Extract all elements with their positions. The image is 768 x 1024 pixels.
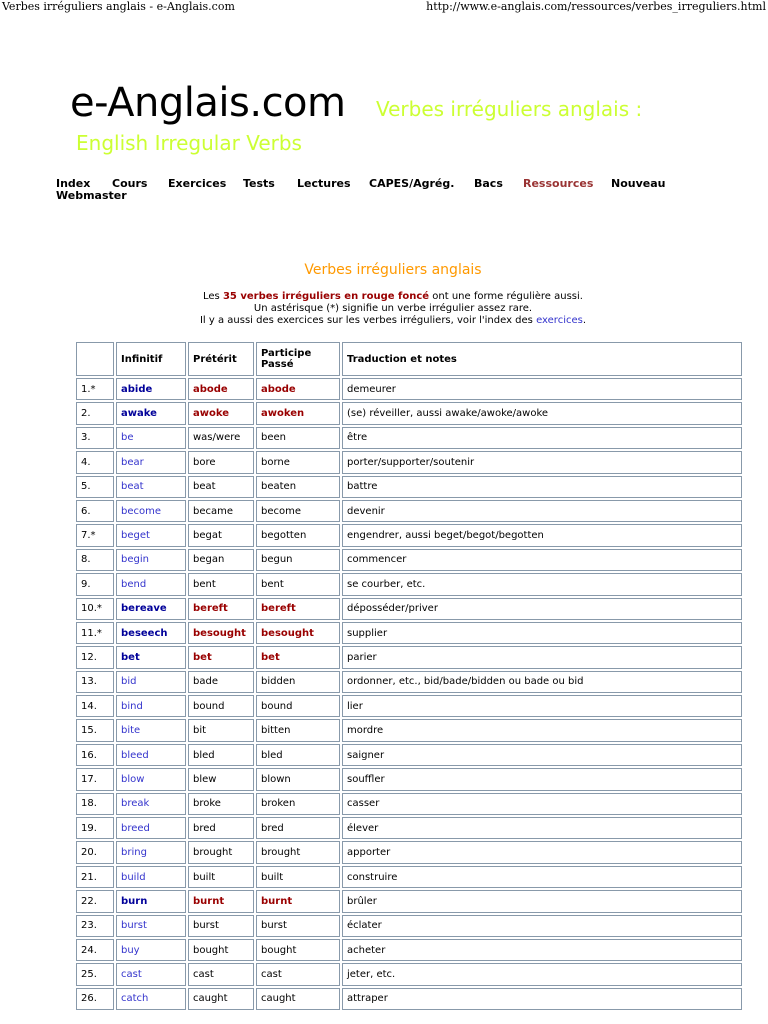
header-infinitif: Infinitif [116, 342, 186, 376]
row-traduction: devenir [342, 500, 742, 522]
row-infinitif[interactable]: beseech [116, 622, 186, 644]
row-infinitif[interactable]: bring [116, 841, 186, 863]
row-num: 25. [76, 963, 114, 985]
row-infinitif[interactable]: abide [116, 378, 186, 400]
table-row [76, 573, 742, 595]
table-row [76, 963, 742, 985]
row-traduction: saigner [342, 744, 742, 766]
row-preterit: bore [188, 451, 254, 473]
row-preterit: bled [188, 744, 254, 766]
row-infinitif[interactable]: break [116, 793, 186, 815]
row-num: 26. [76, 988, 114, 1010]
table-header-row [76, 342, 742, 376]
table-row [76, 671, 742, 693]
row-num: 21. [76, 866, 114, 888]
row-traduction: mordre [342, 719, 742, 741]
row-num: 22. [76, 890, 114, 912]
row-preterit: bound [188, 695, 254, 717]
row-preterit: beat [188, 476, 254, 498]
row-traduction: ordonner, etc., bid/bade/bidden ou bade ou bid [342, 671, 742, 693]
row-traduction: jeter, etc. [342, 963, 742, 985]
table-row [76, 500, 742, 522]
row-infinitif[interactable]: burn [116, 890, 186, 912]
row-preterit: brought [188, 841, 254, 863]
intro-text [0, 291, 768, 327]
row-participe: bled [256, 744, 340, 766]
row-num: 13. [76, 671, 114, 693]
table-row [76, 524, 742, 546]
row-infinitif[interactable]: begin [116, 549, 186, 571]
table-body [76, 378, 742, 1010]
row-num: 23. [76, 915, 114, 937]
row-infinitif[interactable]: beat [116, 476, 186, 498]
row-preterit: bought [188, 939, 254, 961]
nav-item-index[interactable]: Index [56, 177, 91, 190]
table-row [76, 646, 742, 668]
row-participe: brought [256, 841, 340, 863]
row-infinitif[interactable]: catch [116, 988, 186, 1010]
nav-item-webmaster[interactable]: Webmaster [56, 189, 127, 202]
row-infinitif[interactable]: bleed [116, 744, 186, 766]
row-num: 16. [76, 744, 114, 766]
row-participe: been [256, 427, 340, 449]
row-preterit: blew [188, 768, 254, 790]
row-infinitif[interactable]: bend [116, 573, 186, 595]
table-row [76, 427, 742, 449]
row-infinitif[interactable]: bind [116, 695, 186, 717]
row-infinitif[interactable]: buy [116, 939, 186, 961]
table-row [76, 988, 742, 1010]
row-infinitif[interactable]: bet [116, 646, 186, 668]
row-participe: blown [256, 768, 340, 790]
row-traduction: construire [342, 866, 742, 888]
nav-item-tests[interactable]: Tests [243, 177, 275, 190]
row-infinitif[interactable]: breed [116, 817, 186, 839]
row-participe: bent [256, 573, 340, 595]
table-row [76, 939, 742, 961]
row-num: 24. [76, 939, 114, 961]
row-traduction: acheter [342, 939, 742, 961]
row-participe: bidden [256, 671, 340, 693]
header-preterit: Prétérit [188, 342, 254, 376]
row-infinitif[interactable]: become [116, 500, 186, 522]
print-url: http://www.e-anglais.com/ressources/verbes_irreguliers.html [426, 0, 766, 13]
row-participe: burnt [256, 890, 340, 912]
table-row [76, 890, 742, 912]
row-preterit: bet [188, 646, 254, 668]
row-traduction: porter/supporter/soutenir [342, 451, 742, 473]
header-participe: Participe Passé [256, 342, 340, 376]
row-participe: broken [256, 793, 340, 815]
exercices-link[interactable]: exercices [536, 315, 583, 326]
row-preterit: became [188, 500, 254, 522]
table-row [76, 768, 742, 790]
row-infinitif[interactable]: awake [116, 402, 186, 424]
row-traduction: lier [342, 695, 742, 717]
intro-3-post: . [582, 315, 587, 326]
row-preterit: bred [188, 817, 254, 839]
row-participe: cast [256, 963, 340, 985]
intro-1-highlight: 35 verbes irréguliers en rouge foncé [222, 291, 430, 302]
row-participe: borne [256, 451, 340, 473]
row-infinitif[interactable]: bear [116, 451, 186, 473]
row-traduction: engendrer, aussi beget/begot/begotten [342, 524, 742, 546]
nav-item-nouveau[interactable]: Nouveau [611, 177, 666, 190]
row-preterit: bent [188, 573, 254, 595]
row-preterit: began [188, 549, 254, 571]
row-traduction: battre [342, 476, 742, 498]
row-infinitif[interactable]: be [116, 427, 186, 449]
verbs-table [74, 340, 744, 1012]
section-title: Verbes irréguliers anglais [304, 262, 482, 278]
print-page-title: Verbes irréguliers anglais - e-Anglais.com [2, 0, 235, 13]
table-row [76, 378, 742, 400]
row-infinitif[interactable]: burst [116, 915, 186, 937]
nav-item-exercices[interactable]: Exercices [168, 177, 227, 190]
row-traduction: élever [342, 817, 742, 839]
row-participe: bound [256, 695, 340, 717]
row-preterit: bereft [188, 598, 254, 620]
header-num [76, 342, 114, 376]
table-row [76, 719, 742, 741]
row-num: 2. [76, 402, 114, 424]
page-subtitle-fr: Verbes irréguliers anglais : [376, 97, 643, 121]
row-participe: bet [256, 646, 340, 668]
row-traduction: brûler [342, 890, 742, 912]
row-preterit: caught [188, 988, 254, 1010]
row-infinitif[interactable]: blow [116, 768, 186, 790]
row-preterit: burst [188, 915, 254, 937]
table-row [76, 451, 742, 473]
row-participe: besought [256, 622, 340, 644]
intro-line-2: Un astérisque (*) signifie un verbe irrégulier assez rare. [253, 303, 533, 314]
row-preterit: broke [188, 793, 254, 815]
row-num: 15. [76, 719, 114, 741]
row-participe: bought [256, 939, 340, 961]
row-num: 19. [76, 817, 114, 839]
row-participe: begotten [256, 524, 340, 546]
row-traduction: parier [342, 646, 742, 668]
row-preterit: built [188, 866, 254, 888]
row-participe: caught [256, 988, 340, 1010]
print-header [0, 0, 768, 14]
row-preterit: bade [188, 671, 254, 693]
table-row [76, 476, 742, 498]
nav-item-cours[interactable]: Cours [112, 177, 148, 190]
row-num: 4. [76, 451, 114, 473]
row-num: 9. [76, 573, 114, 595]
row-traduction: commencer [342, 549, 742, 571]
row-preterit: burnt [188, 890, 254, 912]
intro-line-1 [0, 291, 768, 303]
row-num: 1.* [76, 378, 114, 400]
intro-1-pre: Les [203, 291, 223, 302]
row-num: 5. [76, 476, 114, 498]
row-traduction: demeurer [342, 378, 742, 400]
intro-3-pre: Il y a aussi des exercices sur les verbes irréguliers, voir l'index des [199, 315, 537, 326]
row-traduction: se courber, etc. [342, 573, 742, 595]
row-participe: built [256, 866, 340, 888]
table-row [76, 841, 742, 863]
row-participe: abode [256, 378, 340, 400]
row-participe: bereft [256, 598, 340, 620]
row-participe: bred [256, 817, 340, 839]
table-row [76, 744, 742, 766]
row-participe: become [256, 500, 340, 522]
row-num: 8. [76, 549, 114, 571]
site-title[interactable]: e-Anglais.com [70, 80, 346, 126]
nav-item-ressources[interactable]: Ressources [523, 177, 594, 190]
row-preterit: was/were [188, 427, 254, 449]
row-preterit: besought [188, 622, 254, 644]
intro-line-3 [0, 315, 768, 327]
row-traduction: (se) réveiller, aussi awake/awoke/awoke [342, 402, 742, 424]
nav-item-capes[interactable]: CAPES/Agrég. [369, 177, 455, 190]
table-row [76, 866, 742, 888]
table-row [76, 695, 742, 717]
table-row [76, 817, 742, 839]
row-preterit: begat [188, 524, 254, 546]
row-preterit: awoke [188, 402, 254, 424]
row-participe: awoken [256, 402, 340, 424]
row-traduction: être [342, 427, 742, 449]
table-row [76, 402, 742, 424]
row-preterit: bit [188, 719, 254, 741]
row-num: 10.* [76, 598, 114, 620]
row-num: 6. [76, 500, 114, 522]
row-infinitif[interactable]: bite [116, 719, 186, 741]
nav-item-lectures[interactable]: Lectures [297, 177, 351, 190]
row-preterit: cast [188, 963, 254, 985]
row-preterit: abode [188, 378, 254, 400]
row-traduction: attraper [342, 988, 742, 1010]
row-num: 17. [76, 768, 114, 790]
page-subtitle-en: English Irregular Verbs [76, 131, 302, 155]
row-infinitif[interactable]: bereave [116, 598, 186, 620]
row-traduction: supplier [342, 622, 742, 644]
row-traduction: apporter [342, 841, 742, 863]
nav-item-bacs[interactable]: Bacs [474, 177, 503, 190]
table-row [76, 598, 742, 620]
row-num: 3. [76, 427, 114, 449]
table-row [76, 793, 742, 815]
row-traduction: éclater [342, 915, 742, 937]
row-num: 11.* [76, 622, 114, 644]
row-traduction: casser [342, 793, 742, 815]
row-num: 12. [76, 646, 114, 668]
row-participe: begun [256, 549, 340, 571]
row-infinitif[interactable]: beget [116, 524, 186, 546]
row-num: 20. [76, 841, 114, 863]
header-traduction: Traduction et notes [342, 342, 742, 376]
row-num: 14. [76, 695, 114, 717]
table-row [76, 622, 742, 644]
row-participe: burst [256, 915, 340, 937]
row-traduction: souffler [342, 768, 742, 790]
intro-1-post: ont une forme régulière aussi. [429, 291, 583, 302]
row-num: 7.* [76, 524, 114, 546]
row-infinitif[interactable]: bid [116, 671, 186, 693]
table-row [76, 915, 742, 937]
row-traduction: déposséder/priver [342, 598, 742, 620]
row-num: 18. [76, 793, 114, 815]
row-participe: bitten [256, 719, 340, 741]
row-infinitif[interactable]: build [116, 866, 186, 888]
row-participe: beaten [256, 476, 340, 498]
table-row [76, 549, 742, 571]
row-infinitif[interactable]: cast [116, 963, 186, 985]
